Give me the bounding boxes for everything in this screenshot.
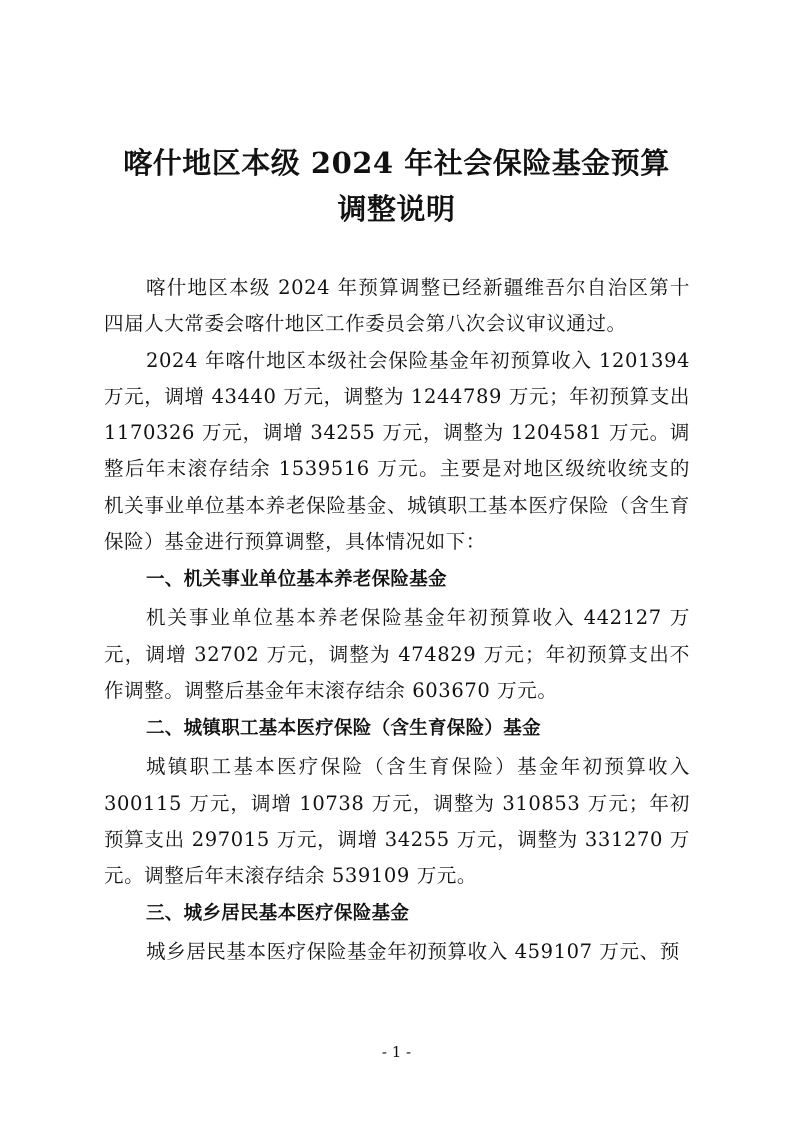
page-number: - 1 - [381,1043,412,1061]
title-line-1: 喀什地区本级 2024 年社会保险基金预算 [123,146,670,180]
section-heading-employee-medical: 二、城镇职工基本医疗保险（含生育保险）基金 [146,718,541,740]
overview-paragraph: 2024 年喀什地区本级社会保险基金年初预算收入 1201394 万元，调增 43440 万元，调整为 1244789 万元；年初预算支出 1170326 万元，调增 34255 万元，调整为 1204581 万元。调整后年末滚存结余 1539516 万元。主要是对地区级统收统支的机关事业单位基本养老保险基金、城镇职工基本医疗保险（含生育保险）基金进行预算调整，具体情况如下： [104,348,690,554]
section-body-employee-medical: 城镇职工基本医疗保险（含生育保险）基金年初预算收入 300115 万元，调增 10738 万元，调整为 310853 万元；年初预算支出 297015 万元，调增 34255 万元，调整为 331270 万元。调整后年末滚存结余 539109 万元。 [104,755,690,888]
intro-paragraph: 喀什地区本级 2024 年预算调整已经新疆维吾尔自治区第十四届人大常委会喀什地区工作委员会第八次会议审议通过。 [104,276,690,336]
section-body-pension: 机关事业单位基本养老保险基金年初预算收入 442127 万元，调增 32702 万元，调整为 474829 万元；年初预算支出不作调整。调整后基金年末滚存结余 603670 万元。 [104,606,690,702]
document-title [0,140,793,232]
section-body-resident-medical: 城乡居民基本医疗保险基金年初预算收入 459107 万元、预 [146,940,680,964]
document-body [104,270,690,971]
section-heading-resident-medical: 三、城乡居民基本医疗保险基金 [146,903,410,925]
section-heading-pension: 一、机关事业单位基本养老保险基金 [146,569,447,591]
title-line-2: 调整说明 [337,192,456,226]
